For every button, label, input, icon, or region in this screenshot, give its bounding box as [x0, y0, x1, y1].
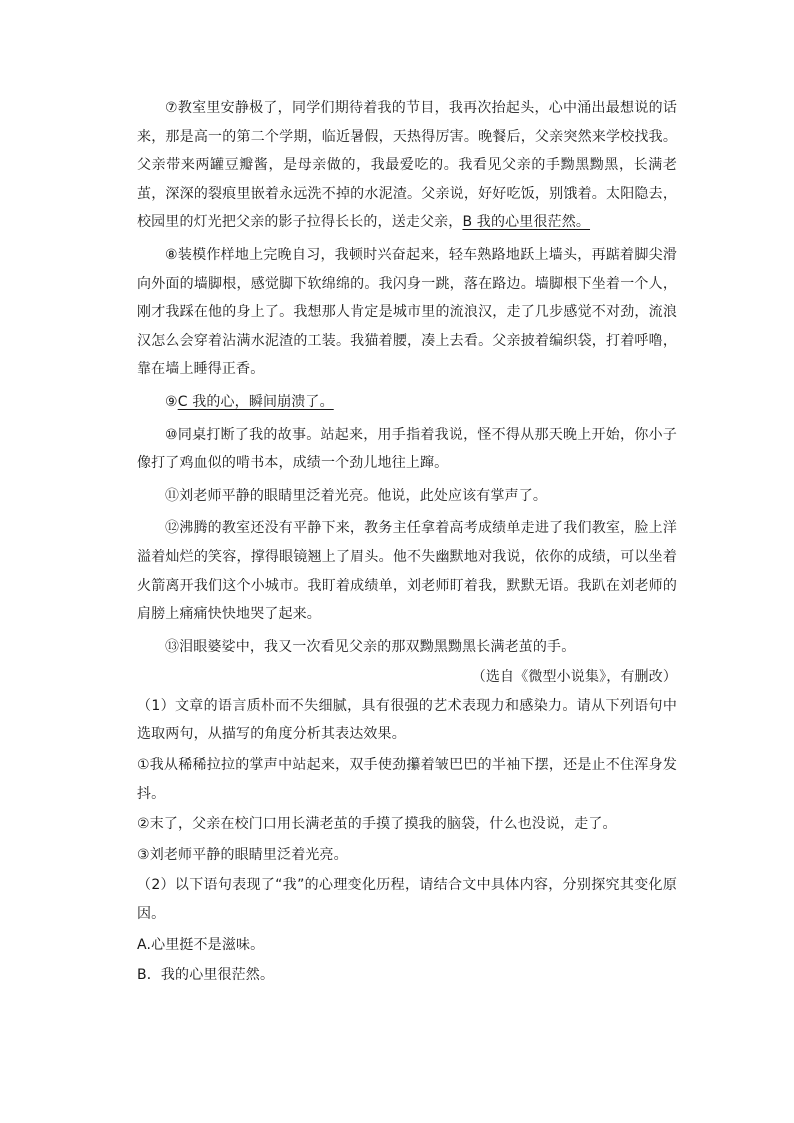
- paragraph-number: ⑧: [165, 246, 178, 263]
- underlined-sentence-b: B 我的心里很茫然。: [462, 214, 591, 231]
- question-2: （2）以下语句表现了“我”的心理变化历程，请结合文中具体内容，分别探究其变化原因。: [137, 877, 677, 923]
- paragraph-number: ⑨: [165, 393, 178, 410]
- paragraph-12: [137, 514, 677, 628]
- paragraph-number: ⑫: [165, 520, 180, 537]
- paragraph-text: 教室里安静极了，同学们期待着我的节目，我再次抬起头，心中涌出最想说的话来，那是高一的第二个学期，临近暑假，天热得厉害。晚餐后，父亲突然来学校找我。父亲带来两罐豆瓣酱，是母亲做的，我最爱吃的。我看见父亲的手黝黑黝黑，长满老茧，深深的裂痕里嵌着永远洗不掉的水泥渣。父亲说，好好吃饭，别饿着。太阳隐去，校园里的灯光把父亲的影子拉得长长的，送走父亲，: [137, 100, 678, 231]
- question-1: （1）文章的语言质朴而不失细腻，具有很强的艺术表现力和感染力。请从下列语句中选取两句，从描写的角度分析其表达效果。: [137, 697, 677, 743]
- document-content: [137, 94, 677, 990]
- question-2-item-a: A.心里挺不是滋味。: [137, 936, 265, 953]
- paragraph-8: [137, 241, 677, 384]
- question-1-item-2: ②末了，父亲在校门口用长满老茧的手摸了摸我的脑袋，什么也没说，走了。: [137, 816, 617, 833]
- paragraph-13: [137, 633, 677, 662]
- paragraph-number: ⑩: [165, 426, 178, 443]
- paragraph-number: ⑦: [165, 100, 178, 116]
- question-2-item-b: B．我的心里很茫然。: [137, 967, 275, 984]
- source-citation: （选自《微型小说集》，有删改）: [471, 669, 677, 686]
- paragraph-10: [137, 421, 677, 478]
- paragraph-text: 同桌打断了我的故事。站起来，用手指着我说，怪不得从那天晚上开始，你小子像打了鸡血似的啃书本，成绩一个劲儿地往上蹿。: [137, 426, 678, 472]
- paragraph-7: [137, 94, 677, 237]
- paragraph-text: 装模作样地上完晚自习，我顿时兴奋起来，轻车熟路地跃上墙头，再踮着脚尖滑向外面的墙脚根，感觉脚下软绵绵的。我闪身一跳，落在路边。墙脚根下坐着一个人，刚才我踩在他的身上了。我想那人肯定是城市里的流浪汉，走了几步感觉不对劲，流浪汉怎么会穿着沾满水泥渣的工装。我猫着腰，凑上去看。父亲披着编织袋，打着呼噜，靠在墙上睡得正香。: [137, 246, 678, 378]
- paragraph-text: 沸腾的教室还没有平静下来，教务主任拿着高考成绩单走进了我们教室，脸上洋溢着灿烂的笑容，撑得眼镜翘上了眉头。他不失幽默地对我说，依你的成绩，可以坐着火箭离开我们这个小城市。我盯着成绩单，刘老师盯着我，默默无语。我趴在刘老师的肩膀上痛痛快快地哭了起来。: [137, 520, 678, 623]
- paragraph-number: ⑪: [165, 487, 180, 504]
- question-1-item-3: ③刘老师平静的眼睛里泛着光亮。: [137, 846, 348, 863]
- paragraph-number: ⑬: [165, 638, 180, 655]
- question-1-item-1: ①我从稀稀拉拉的掌声中站起来，双手使劲攥着皱巴巴的半袖下摆，还是止不住浑身发抖。: [137, 757, 677, 802]
- paragraph-text: 泪眼婆娑中，我又一次看见父亲的那双黝黑黝黑长满老茧的手。: [179, 638, 576, 655]
- paragraph-11: [137, 482, 677, 511]
- paragraph-text: 刘老师平静的眼睛里泛着光亮。他说，此处应该有掌声了。: [179, 487, 548, 504]
- underlined-sentence-c: C 我的心，瞬间崩溃了。: [177, 393, 334, 410]
- paragraph-9: [137, 388, 677, 417]
